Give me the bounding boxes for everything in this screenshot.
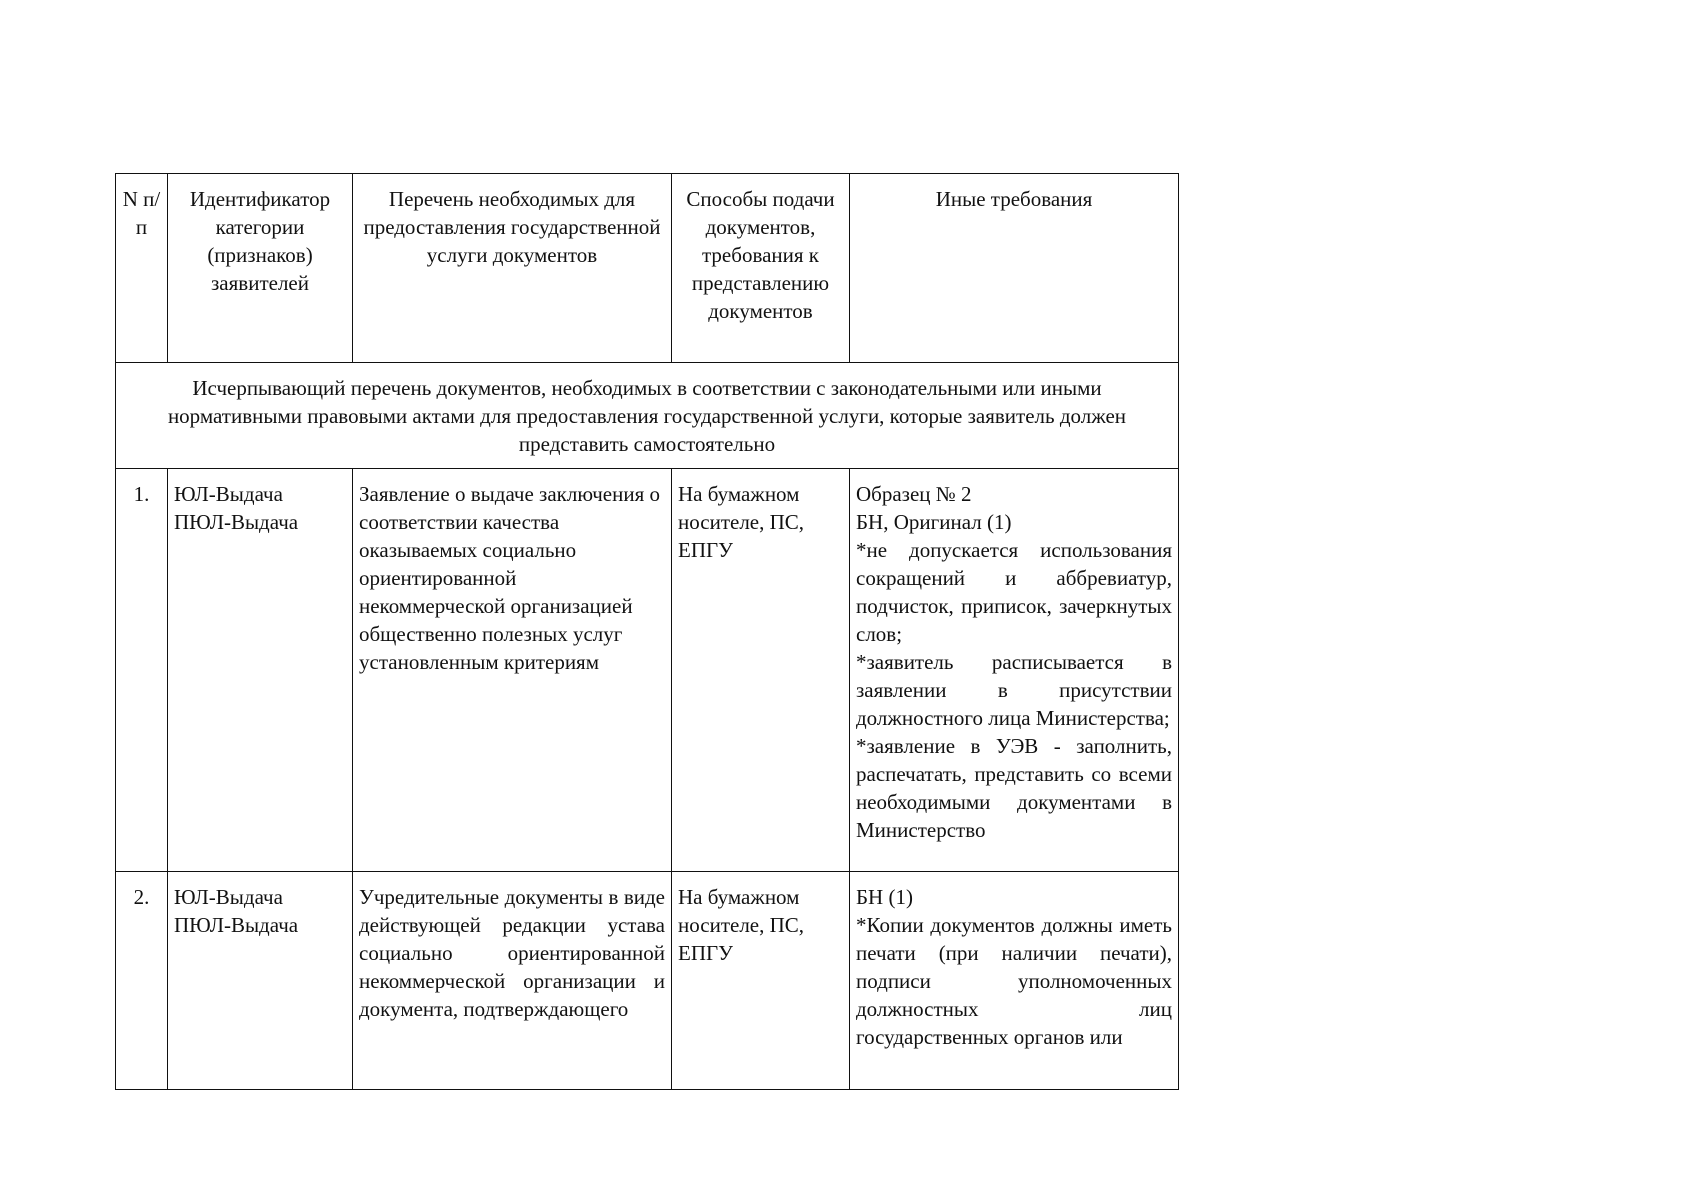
row-document: Учредительные документы в виде действующей редакции устава социально ориентированной некоммерческой организации и документа, подтверждающего <box>353 872 672 1090</box>
category-item: ПЮЛ-Выдача <box>174 510 299 534</box>
table-row <box>116 872 1179 1090</box>
requirement-item: *не допускается использования сокращений и аббревиатур, подчисток, приписок, зачеркнутых слов; <box>856 538 1172 646</box>
documents-table <box>115 173 1179 1090</box>
requirement-item: *Копии документов должны иметь печати (при наличии печати), подписи уполномоченных должностных лиц государственных органов или <box>856 913 1172 1049</box>
requirement-item: БН (1) <box>856 885 913 909</box>
section-title: Исчерпывающий перечень документов, необходимых в соответствии с законодательными или иными нормативными правовыми актами для предоставления государственной услуги, которые заявитель должен представить самостоятельно <box>116 363 1179 469</box>
header-category-id: Идентификатор категории (признаков) заявителей <box>168 174 353 363</box>
requirement-item: *заявитель расписывается в заявлении в присутствии должностного лица Министерства; <box>856 650 1172 730</box>
requirement-item: Образец № 2 <box>856 482 972 506</box>
row-categories <box>168 872 353 1090</box>
row-categories <box>168 469 353 872</box>
row-submission: На бумажном носителе, ПС, ЕПГУ <box>672 469 850 872</box>
requirement-item: БН, Оригинал (1) <box>856 510 1012 534</box>
category-item: ЮЛ-Выдача <box>174 885 283 909</box>
requirement-item: *заявление в УЭВ - заполнить, распечатать, представить со всеми необходимыми документами в Министерство <box>856 734 1172 842</box>
header-number: N п/п <box>116 174 168 363</box>
table-row <box>116 469 1179 872</box>
category-item: ПЮЛ-Выдача <box>174 913 299 937</box>
row-document: Заявление о выдаче заключения о соответствии качества оказываемых социально ориентированной некоммерческой организацией общественно полезных услуг установленным критериям <box>353 469 672 872</box>
table-header-row <box>116 174 1179 363</box>
header-submission-methods: Способы подачи документов, требования к представлению документов <box>672 174 850 363</box>
row-number: 1. <box>116 469 168 872</box>
section-row <box>116 363 1179 469</box>
row-submission: На бумажном носителе, ПС, ЕПГУ <box>672 872 850 1090</box>
row-requirements <box>850 872 1179 1090</box>
row-requirements <box>850 469 1179 872</box>
category-item: ЮЛ-Выдача <box>174 482 283 506</box>
header-documents-list: Перечень необходимых для предоставления государственной услуги документов <box>353 174 672 363</box>
header-other-requirements: Иные требования <box>850 174 1179 363</box>
row-number: 2. <box>116 872 168 1090</box>
